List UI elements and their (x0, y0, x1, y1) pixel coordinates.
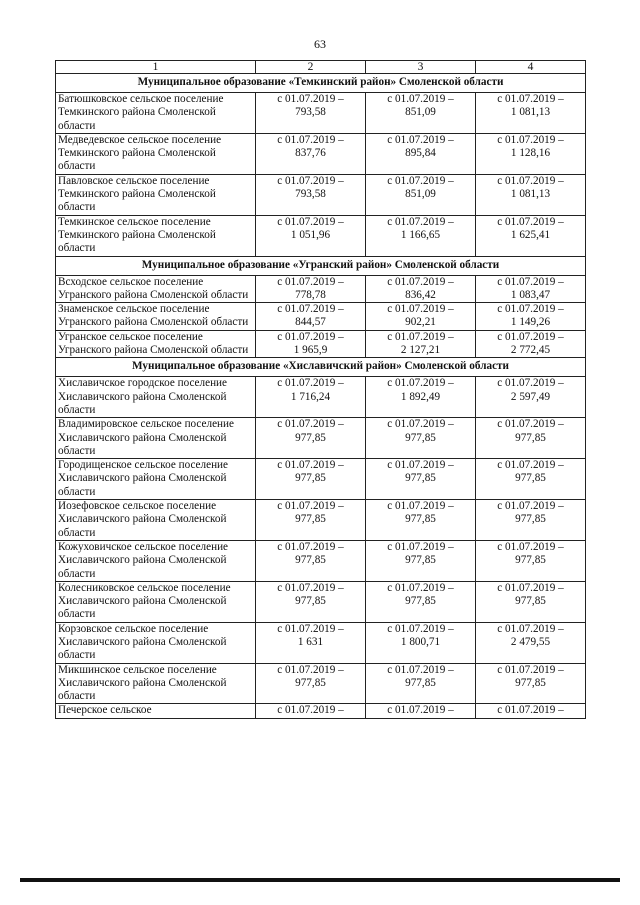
tariff-cell-c4 (476, 275, 586, 303)
tariff-cell-c4 (476, 622, 586, 663)
tariff-value: 977,85 (295, 676, 326, 689)
tariff-cell-c3 (366, 418, 476, 459)
table-row (56, 459, 586, 500)
tariff-cell-c2 (256, 303, 366, 331)
column-header-3: 3 (366, 61, 476, 74)
tariff-cell-c4 (476, 459, 586, 500)
tariff-cell-c2 (256, 275, 366, 303)
tariff-cell-c4 (476, 540, 586, 581)
tariff-cell-c3 (366, 622, 476, 663)
tariff-value: 844,57 (295, 316, 326, 329)
tariff-date: с 01.07.2019 – (277, 418, 344, 431)
tariff-date: с 01.07.2019 – (497, 330, 564, 343)
settlement-name: Всходское сельское поселение Угранского района Смоленской области (56, 275, 256, 303)
tariff-cell-c4 (476, 174, 586, 215)
section-header-row (56, 256, 586, 275)
tariff-cell-c2 (256, 418, 366, 459)
tariff-value: 1 892,49 (400, 390, 441, 403)
tariff-date: с 01.07.2019 – (387, 275, 454, 288)
tariff-date: с 01.07.2019 – (387, 133, 454, 146)
tariff-cell-c3 (366, 93, 476, 134)
tariff-date: с 01.07.2019 – (277, 459, 344, 472)
tariff-value: 1 051,96 (290, 228, 331, 241)
tariff-cell-c2 (256, 500, 366, 541)
tariff-value: 977,85 (405, 676, 436, 689)
tariff-cell-c4 (476, 93, 586, 134)
tariff-cell-c3 (366, 459, 476, 500)
tariff-cell-c2 (256, 174, 366, 215)
tariff-value: 836,42 (405, 288, 436, 301)
tariff-date: с 01.07.2019 – (277, 581, 344, 594)
tariff-table (55, 60, 586, 719)
tariff-date: с 01.07.2019 – (497, 215, 564, 228)
table-row (56, 663, 586, 704)
tariff-cell-c3 (366, 133, 476, 174)
tariff-cell-c4 (476, 215, 586, 256)
tariff-cell-c2 (256, 663, 366, 704)
tariff-cell-c2 (256, 459, 366, 500)
table-row (56, 540, 586, 581)
tariff-date: с 01.07.2019 – (277, 622, 344, 635)
tariff-value: 977,85 (515, 513, 546, 526)
section-title: Муниципальное образование «Угранский район» Смоленской области (56, 256, 586, 275)
settlement-name: Иозефовское сельское поселение Хиславичского района Смоленской области (56, 500, 256, 541)
tariff-cell-c3 (366, 581, 476, 622)
tariff-date: с 01.07.2019 – (277, 133, 344, 146)
tariff-value: 977,85 (515, 554, 546, 567)
section-header-row (56, 358, 586, 377)
tariff-value: 1 081,13 (510, 106, 551, 119)
tariff-cell-c4 (476, 500, 586, 541)
tariff-value: 793,58 (295, 188, 326, 201)
tariff-date: с 01.07.2019 – (387, 704, 454, 717)
tariff-cell-c3 (366, 215, 476, 256)
table-row (56, 133, 586, 174)
tariff-value: 793,58 (295, 106, 326, 119)
section-title: Муниципальное образование «Темкинский район» Смоленской области (56, 74, 586, 93)
column-header-1: 1 (56, 61, 256, 74)
tariff-cell-c4 (476, 330, 586, 358)
tariff-cell-c3 (366, 330, 476, 358)
tariff-cell-c3 (366, 303, 476, 331)
tariff-date: с 01.07.2019 – (387, 93, 454, 105)
tariff-cell-c4 (476, 581, 586, 622)
tariff-date: с 01.07.2019 – (497, 93, 564, 105)
tariff-cell-c2 (256, 215, 366, 256)
table-row (56, 330, 586, 358)
tariff-value: 2 127,21 (400, 344, 441, 357)
tariff-date: с 01.07.2019 – (387, 174, 454, 187)
section-title: Муниципальное образование «Хиславичский район» Смоленской области (56, 358, 586, 377)
tariff-value: 977,85 (515, 472, 546, 485)
tariff-date: с 01.07.2019 – (277, 377, 344, 390)
tariff-value: 977,85 (295, 472, 326, 485)
settlement-name: Печерское сельское (56, 704, 256, 718)
tariff-value: 977,85 (295, 595, 326, 608)
tariff-value: 1 166,65 (400, 228, 441, 241)
tariff-cell-c4 (476, 704, 586, 718)
tariff-date: с 01.07.2019 – (387, 418, 454, 431)
tariff-value: 1 631 (297, 635, 324, 648)
tariff-cell-c2 (256, 377, 366, 418)
tariff-date: с 01.07.2019 – (497, 418, 564, 431)
tariff-value: 977,85 (405, 554, 436, 567)
tariff-value: 837,76 (295, 147, 326, 160)
table-row (56, 622, 586, 663)
tariff-cell-c3 (366, 174, 476, 215)
tariff-value: 977,85 (405, 513, 436, 526)
tariff-value: 1 083,47 (510, 288, 551, 301)
settlement-name: Хиславичское городское поселение Хиславичского района Смоленской области (56, 377, 256, 418)
tariff-cell-c2 (256, 540, 366, 581)
table-row (56, 418, 586, 459)
tariff-value: 1 128,16 (510, 147, 551, 160)
tariff-value: 2 772,45 (510, 344, 551, 357)
tariff-date: с 01.07.2019 – (387, 215, 454, 228)
settlement-name: Угранское сельское поселение Угранского района Смоленской области (56, 330, 256, 358)
settlement-name: Микшинское сельское поселение Хиславичского района Смоленской области (56, 663, 256, 704)
tariff-date: с 01.07.2019 – (277, 704, 344, 717)
table-row (56, 215, 586, 256)
settlement-name: Городищенское сельское поселение Хиславичского района Смоленской области (56, 459, 256, 500)
tariff-date: с 01.07.2019 – (497, 133, 564, 146)
tariff-value: 2 597,49 (510, 390, 551, 403)
tariff-value: 895,84 (405, 147, 436, 160)
column-header-row (56, 61, 586, 74)
tariff-date: с 01.07.2019 – (497, 500, 564, 513)
tariff-value: 977,85 (405, 595, 436, 608)
settlement-name: Батюшковское сельское поселение Темкинского района Смоленской области (56, 93, 256, 134)
tariff-cell-c2 (256, 622, 366, 663)
tariff-value: 851,09 (405, 188, 436, 201)
tariff-cell-c3 (366, 377, 476, 418)
tariff-date: с 01.07.2019 – (277, 215, 344, 228)
table-row (56, 377, 586, 418)
tariff-value: 778,78 (295, 288, 326, 301)
tariff-date: с 01.07.2019 – (277, 500, 344, 513)
tariff-cell-c4 (476, 133, 586, 174)
tariff-value: 1 081,13 (510, 188, 551, 201)
tariff-value: 977,85 (515, 595, 546, 608)
tariff-cell-c2 (256, 93, 366, 134)
tariff-value: 902,21 (405, 316, 436, 329)
tariff-cell-c2 (256, 581, 366, 622)
tariff-date: с 01.07.2019 – (497, 377, 564, 390)
column-header-4: 4 (476, 61, 586, 74)
table-row (56, 275, 586, 303)
tariff-cell-c3 (366, 663, 476, 704)
tariff-value: 1 149,26 (510, 316, 551, 329)
tariff-date: с 01.07.2019 – (387, 581, 454, 594)
tariff-date: с 01.07.2019 – (277, 275, 344, 288)
tariff-value: 977,85 (405, 431, 436, 444)
tariff-value: 977,85 (295, 431, 326, 444)
table-row (56, 303, 586, 331)
table-row (56, 581, 586, 622)
tariff-cell-c2 (256, 133, 366, 174)
tariff-date: с 01.07.2019 – (277, 93, 344, 105)
tariff-date: с 01.07.2019 – (387, 540, 454, 553)
tariff-value: 1 800,71 (400, 635, 441, 648)
tariff-value: 851,09 (405, 106, 436, 119)
tariff-value: 977,85 (515, 431, 546, 444)
tariff-date: с 01.07.2019 – (387, 500, 454, 513)
table-row (56, 174, 586, 215)
tariff-cell-c2 (256, 330, 366, 358)
tariff-date: с 01.07.2019 – (387, 377, 454, 390)
tariff-value: 2 479,55 (510, 635, 551, 648)
settlement-name: Павловское сельское поселение Темкинского района Смоленской области (56, 174, 256, 215)
page-bottom-rule (20, 878, 620, 882)
tariff-date: с 01.07.2019 – (497, 663, 564, 676)
tariff-date: с 01.07.2019 – (497, 174, 564, 187)
tariff-cell-c3 (366, 275, 476, 303)
settlement-name: Медведевское сельское поселение Темкинского района Смоленской области (56, 133, 256, 174)
tariff-date: с 01.07.2019 – (277, 303, 344, 316)
tariff-cell-c4 (476, 663, 586, 704)
tariff-date: с 01.07.2019 – (277, 330, 344, 343)
settlement-name: Колесниковское сельское поселение Хиславичского района Смоленской области (56, 581, 256, 622)
tariff-date: с 01.07.2019 – (277, 174, 344, 187)
tariff-value: 977,85 (295, 554, 326, 567)
tariff-date: с 01.07.2019 – (387, 330, 454, 343)
page-number: 63 (314, 37, 326, 51)
tariff-date: с 01.07.2019 – (497, 622, 564, 635)
column-header-2: 2 (256, 61, 366, 74)
tariff-value: 977,85 (405, 472, 436, 485)
settlement-name: Кожуховичское сельское поселение Хиславичского района Смоленской области (56, 540, 256, 581)
tariff-cell-c3 (366, 540, 476, 581)
settlement-name: Корзовское сельское поселение Хиславичского района Смоленской области (56, 622, 256, 663)
tariff-value: 1 625,41 (510, 228, 551, 241)
tariff-value: 1 965,9 (293, 344, 328, 357)
tariff-date: с 01.07.2019 – (497, 275, 564, 288)
tariff-date: с 01.07.2019 – (387, 622, 454, 635)
tariff-date: с 01.07.2019 – (497, 459, 564, 472)
tariff-date: с 01.07.2019 – (387, 303, 454, 316)
tariff-value: 1 716,24 (290, 390, 331, 403)
tariff-value: 977,85 (515, 676, 546, 689)
tariff-cell-c3 (366, 500, 476, 541)
table-body (56, 61, 586, 719)
settlement-name: Владимировское сельское поселение Хиславичского района Смоленской области (56, 418, 256, 459)
tariff-date: с 01.07.2019 – (497, 581, 564, 594)
tariff-cell-c2 (256, 704, 366, 718)
tariff-date: с 01.07.2019 – (277, 663, 344, 676)
table-row (56, 500, 586, 541)
tariff-cell-c4 (476, 418, 586, 459)
tariff-date: с 01.07.2019 – (277, 540, 344, 553)
tariff-cell-c3 (366, 704, 476, 718)
tariff-date: с 01.07.2019 – (387, 663, 454, 676)
tariff-date: с 01.07.2019 – (497, 540, 564, 553)
table-row (56, 93, 586, 134)
section-header-row (56, 74, 586, 93)
tariff-cell-c4 (476, 377, 586, 418)
tariff-date: с 01.07.2019 – (497, 303, 564, 316)
tariff-cell-c4 (476, 303, 586, 331)
settlement-name: Темкинское сельское поселение Темкинского района Смоленской области (56, 215, 256, 256)
tariff-date: с 01.07.2019 – (387, 459, 454, 472)
table-row (56, 704, 586, 718)
settlement-name: Знаменское сельское поселение Угранского района Смоленской области (56, 303, 256, 331)
tariff-value: 977,85 (295, 513, 326, 526)
tariff-date: с 01.07.2019 – (497, 704, 564, 717)
